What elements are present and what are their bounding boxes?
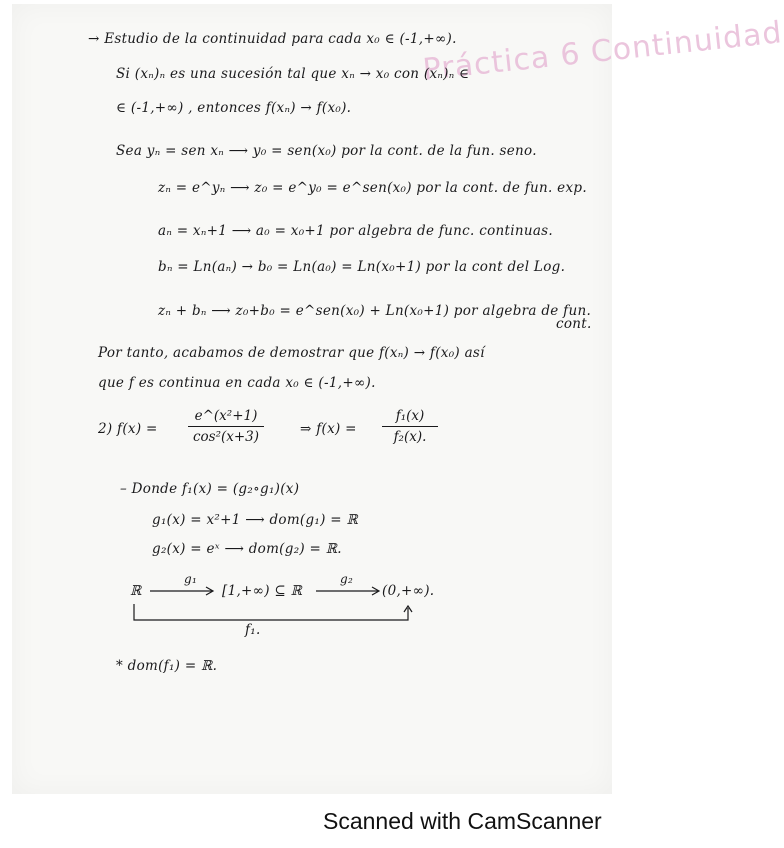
line-sequence-def: Si (xₙ)ₙ es una sucesión tal que xₙ → x₀ con (xₙ)ₙ ∈	[116, 66, 470, 82]
line-sequence-limit: ∈ (-1,+∞) , entonces f(xₙ) → f(x₀).	[116, 100, 352, 116]
fraction-f2: f₂(x).	[393, 429, 427, 445]
line-study-continuity: → Estudio de la continuidad para cada x₀ ∈ (-1,+∞).	[88, 31, 457, 47]
map-label-g1: g₁	[184, 572, 198, 586]
line-dom-f1: * dom(f₁) = ℝ.	[116, 658, 218, 674]
arrow-g1	[150, 585, 220, 597]
set-interval-1-inf: [1,+∞) ⊆ ℝ	[222, 583, 303, 599]
map-label-g2: g₂	[340, 572, 354, 586]
line-g1: g₁(x) = x²+1 ⟶ dom(g₁) = ℝ	[152, 512, 359, 528]
bracket-f1	[132, 602, 422, 626]
set-interval-0-inf: (0,+∞).	[382, 583, 435, 599]
fraction-f1-f2	[382, 408, 438, 445]
line-bn: bₙ = Ln(aₙ) → b₀ = Ln(a₀) = Ln(x₀+1) por la cont del Log.	[158, 259, 566, 275]
fraction-bar	[188, 426, 264, 427]
line-an: aₙ = xₙ+1 ⟶ a₀ = x₀+1 por algebra de func. continuas.	[158, 223, 553, 239]
bracket-label-f1: f₁.	[245, 622, 261, 638]
fraction-f1: f₁(x)	[395, 408, 425, 424]
fraction-f	[188, 408, 264, 445]
line-zn: zₙ = e^yₙ ⟶ z₀ = e^y₀ = e^sen(x₀) por la cont. de fun. exp.	[158, 180, 587, 196]
watermark-text: Práctica 6 Continuidad	[421, 15, 784, 88]
line-g2: g₂(x) = eˣ ⟶ dom(g₂) = ℝ.	[152, 541, 342, 557]
line-yn: Sea yₙ = sen xₙ ⟶ y₀ = sen(x₀) por la cont. de la fun. seno.	[116, 143, 537, 159]
set-r: ℝ	[130, 583, 142, 599]
line-donde: – Donde f₁(x) = (g₂∘g₁)(x)	[120, 481, 300, 497]
fraction-bar-2	[382, 426, 438, 427]
scanned-page	[12, 4, 784, 794]
camscanner-footer: Scanned with CamScanner	[323, 808, 602, 834]
arrow-g2	[316, 585, 386, 597]
line-conclusion: Por tanto, acabamos de demostrar que f(xₙ) → f(x₀) así	[98, 345, 485, 361]
line-f-implies: ⇒ f(x) =	[300, 421, 357, 437]
fraction-f-denominator: cos²(x+3)	[192, 429, 260, 445]
line-f-def-lhs: 2) f(x) =	[98, 421, 158, 437]
line-cont: cont.	[556, 316, 592, 332]
fraction-f-numerator: e^(x²+1)	[194, 408, 258, 424]
line-conclusion-2: que f es continua en cada x₀ ∈ (-1,+∞).	[98, 375, 376, 391]
line-zn-plus-bn: zₙ + bₙ ⟶ z₀+b₀ = e^sen(x₀) + Ln(x₀+1) por algebra de fun.	[158, 303, 592, 319]
